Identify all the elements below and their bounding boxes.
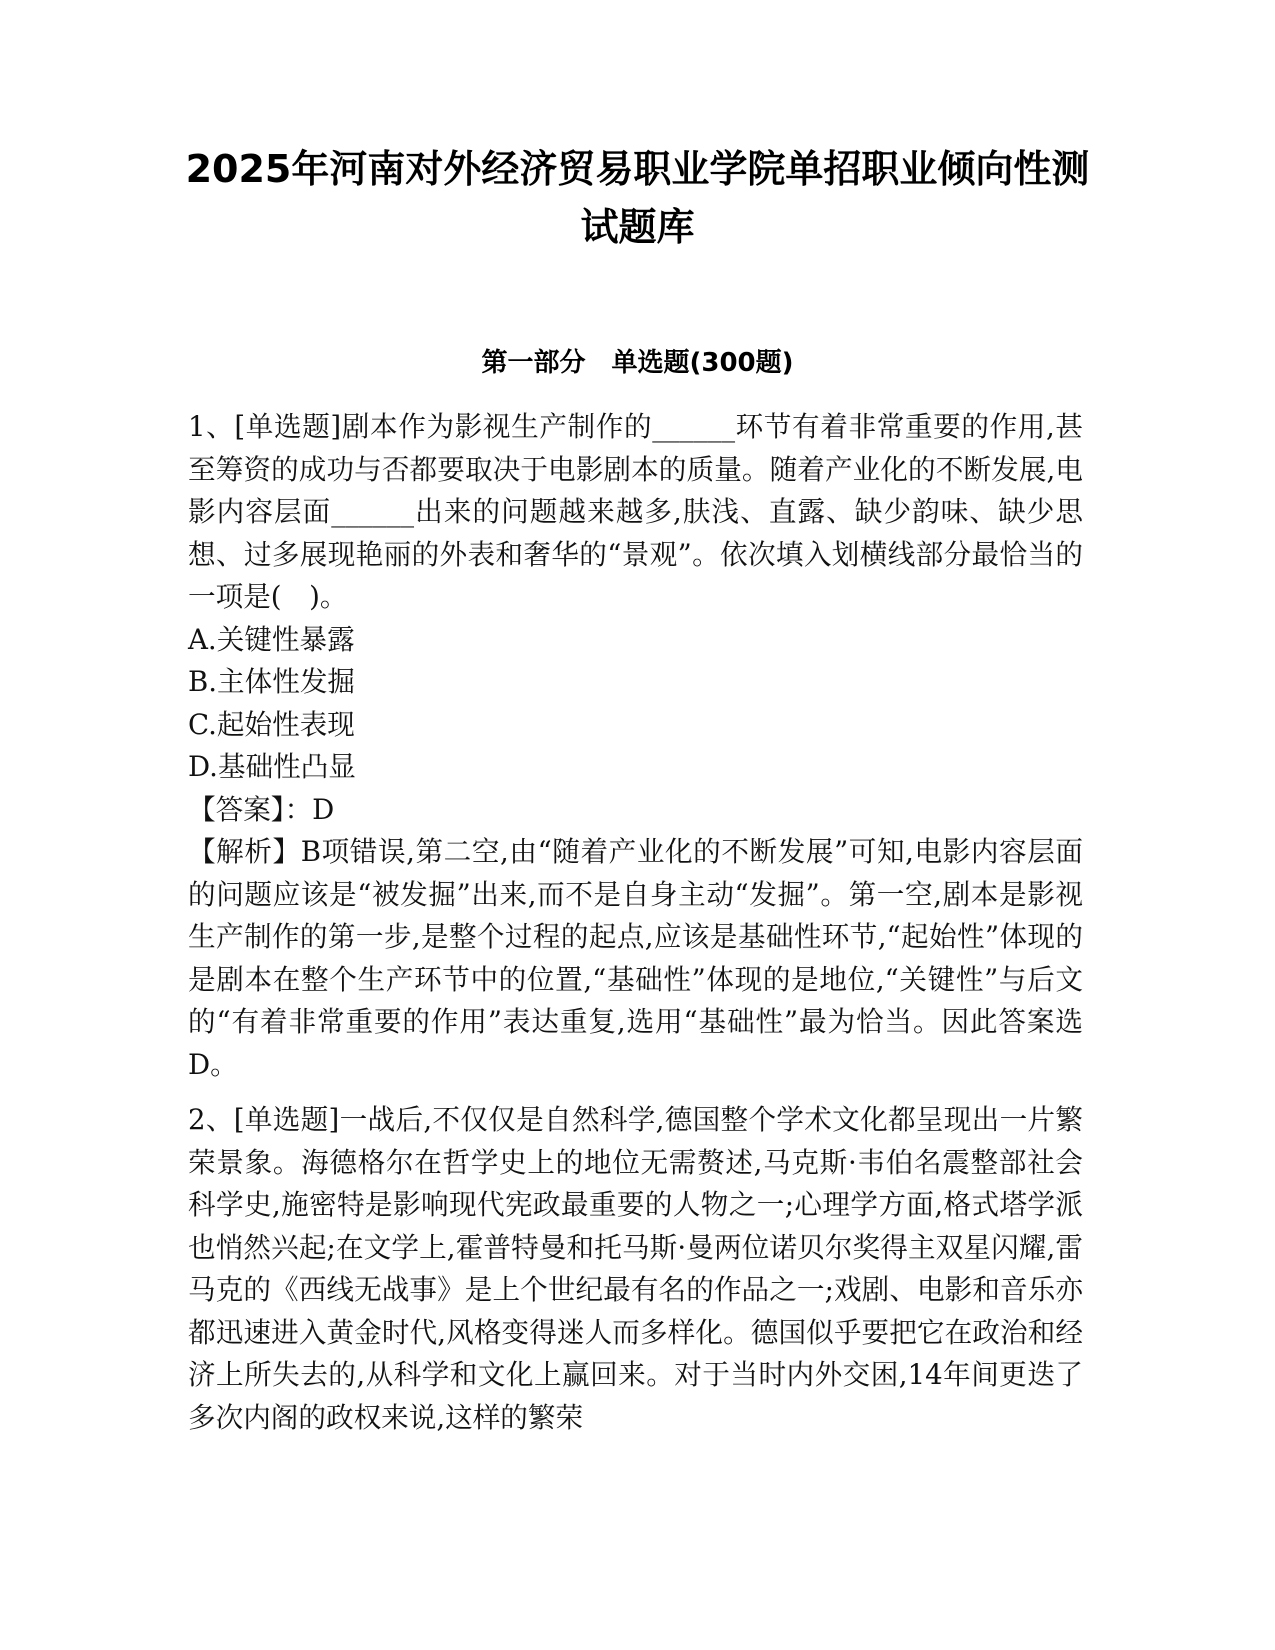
option-a: A.关键性暴露 xyxy=(188,622,355,656)
option-b: B.主体性发掘 xyxy=(188,665,356,698)
question-1 xyxy=(188,406,1083,1086)
analysis-paragraph: 【解析】B项错误,第二空,由“随着产业化的不断发展”可知,电影内容层面的问题应该是“被发掘”出来,而不是自身主动“发掘”。第一空,剧本是影视生产制作的第一步,是整个过程的起点,应该是基础性环节,“起始性”体现的是剧本在整个生产环节中的位置,“基础性”体现的是地位,“关键性”与后文的“有着非常重要的作用”表达重复,选用“基础性”最为恰当。因此答案选D。 xyxy=(188,835,1083,1081)
document-title: 2025年河南对外经济贸易职业学院单招职业倾向性测试题库 xyxy=(185,147,1090,249)
question-stem: 2、[单选题]一战后,不仅仅是自然科学,德国整个学术文化都呈现出一片繁荣景象。海德格尔在哲学史上的地位无需赘述,马克斯·韦伯名震整部社会科学史,施密特是影响现代宪政最重要的人物之一;心理学方面,格式塔学派也悄然兴起;在文学上,霍普特曼和托马斯·曼两位诺贝尔奖得主双星闪耀,雷马克的《西线无战事》是上个世纪最有名的作品之一;戏剧、电影和音乐亦都迅速进入黄金时代,风格变得迷人而多样化。德国似乎要把它在政治和经济上所失去的,从科学和文化上赢回来。对于当时内外交困,14年间更迭了多次内阁的政权来说,这样的繁荣 xyxy=(188,1103,1083,1434)
question-list xyxy=(188,406,1083,1452)
section-heading: 第一部分 单选题(300题) xyxy=(481,348,794,378)
option-d: D.基础性凸显 xyxy=(188,750,356,783)
answer-line: 【答案】：D xyxy=(188,792,335,826)
question-2 xyxy=(188,1099,1083,1439)
question-stem: 1、[单选题]剧本作为影视生产制作的______环节有着非常重要的作用,甚至筹资的成功与否都要取决于电影剧本的质量。随着产业化的不断发展,电影内容层面______出来的问题越来越多,肤浅、直露、缺少韵味、缺少思想、过多展现艳丽的外表和奢华的“景观”。依次填入划横线部分最恰当的一项是( )。 xyxy=(188,410,1083,613)
option-c: C.起始性表现 xyxy=(188,707,355,741)
